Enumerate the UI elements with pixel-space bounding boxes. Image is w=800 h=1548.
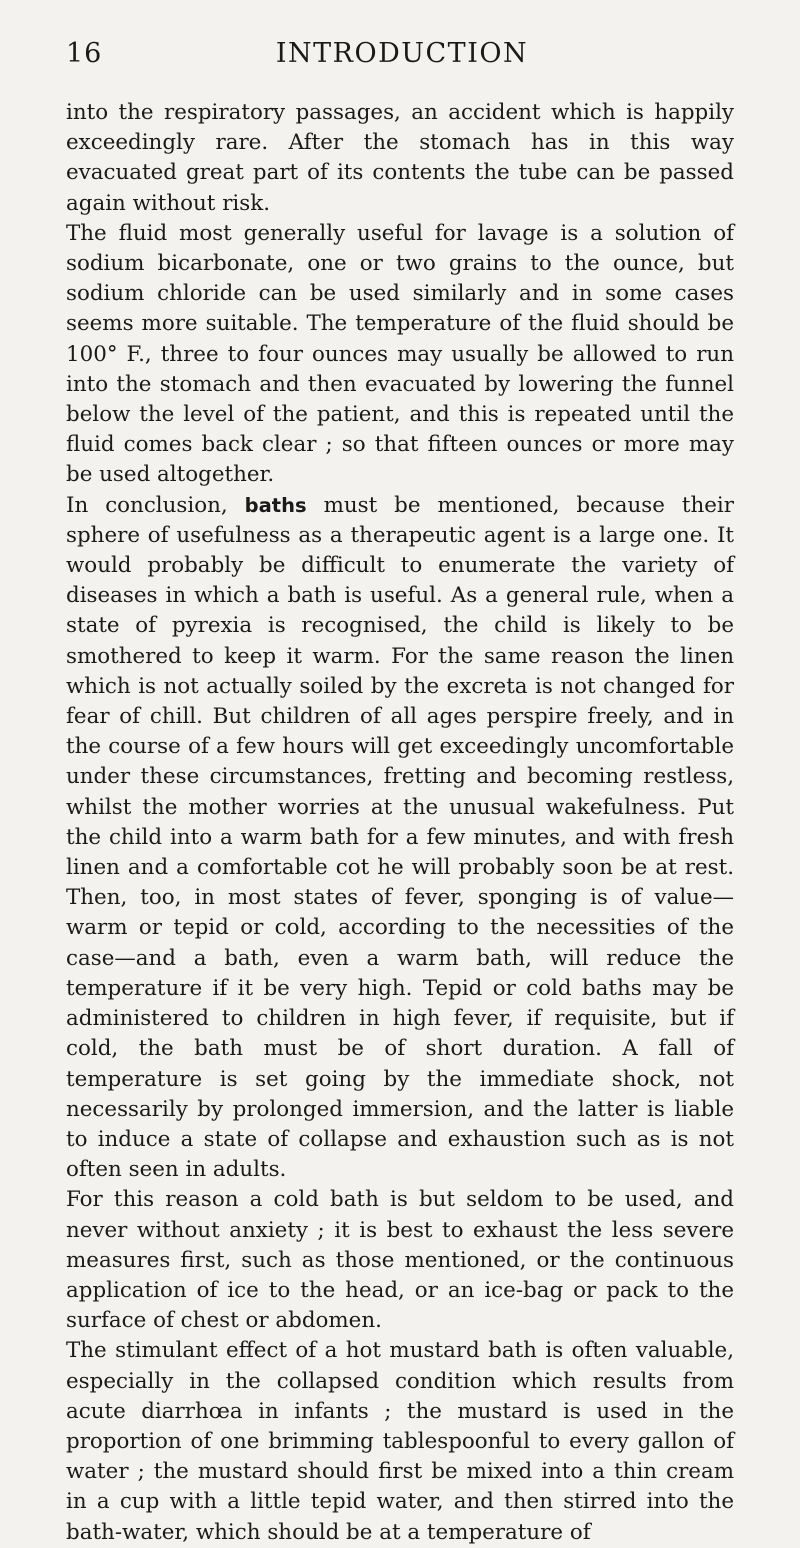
paragraph-baths-body: must be mentioned, because their sphere of usefulness as a therapeutic agent is a large one. It would probably be difficult to enumerate the variety of diseases in which a bath is useful. As a general rule, when a state of pyrexia is recognised, the child is likely to be smothered to keep it warm. For the same reason the linen which is not actually soiled by the excreta is not changed for fear of chill. But children of all ages perspire freely, and in the course of a few hours will get exceedingly uncomfortable under these circumstances, fretting and becoming restless, whilst the mother worries at the unusual wakefulness. Put the child into a warm bath for a few minutes, and with fresh linen and a comfortable cot he will probably soon be at rest. Then, too, in most states of fever, sponging is of value—warm or tepid or cold, according to the necessities of the case—and a bath, even a warm bath, will reduce the temperature if it be very high. Tepid or cold baths may be administered to children in high fever, if requisite, but if cold, the bath must be of short duration. A fall of temperature is set going by the immediate shock, not necessarily by prolonged immersion, and the latter is liable to induce a state of collapse and exhaustion such as is not often seen in adults. [66, 492, 734, 1183]
paragraph-lavage-continued: into the respiratory passages, an accident which is happily exceedingly rare. After the stomach has in this way evacuated great part of its contents the tube can be passed again without risk. [66, 100, 734, 216]
paragraph-lavage-fluid: The fluid most generally useful for lavage is a solution of sodium bicarbonate, one or two grains to the ounce, but sodium chloride can be used similarly and in some cases seems more suitable. The temperature of the fluid should be 100° F., three to four ounces may usually be allowed to run into the stomach and then evacuated by lowering the funnel below the level of the patient, and this is repeated until the fluid comes back clear ; so that fifteen ounces or more may be used altogether. [66, 220, 734, 488]
paragraph-baths-lead: In conclusion, [66, 492, 245, 518]
paragraph-cold-bath: For this reason a cold bath is but seldom to be used, and never without anxiety ; it is best to exhaust the less severe measures first, such as those mentioned, or the continuous application of ice to the head, or an ice-bag or pack to the surface of chest or abdomen. [66, 1187, 734, 1334]
body-text [66, 98, 734, 1548]
paragraph-mustard-bath: The stimulant effect of a hot mustard bath is often valuable, especially in the collapsed condition which results from acute diarrhœa in infants ; the mustard is used in the proportion of one brimming tablespoonful to every gallon of water ; the mustard should first be mixed into a thin cream in a cup with a little tepid water, and then stirred into the bath-water, which should be at a temperature of [66, 1338, 734, 1545]
paragraph-baths [66, 491, 734, 1186]
page-number: 16 [66, 38, 103, 69]
page-header [66, 38, 734, 78]
term-baths: baths [244, 493, 307, 517]
running-head: INTRODUCTION [275, 38, 529, 69]
